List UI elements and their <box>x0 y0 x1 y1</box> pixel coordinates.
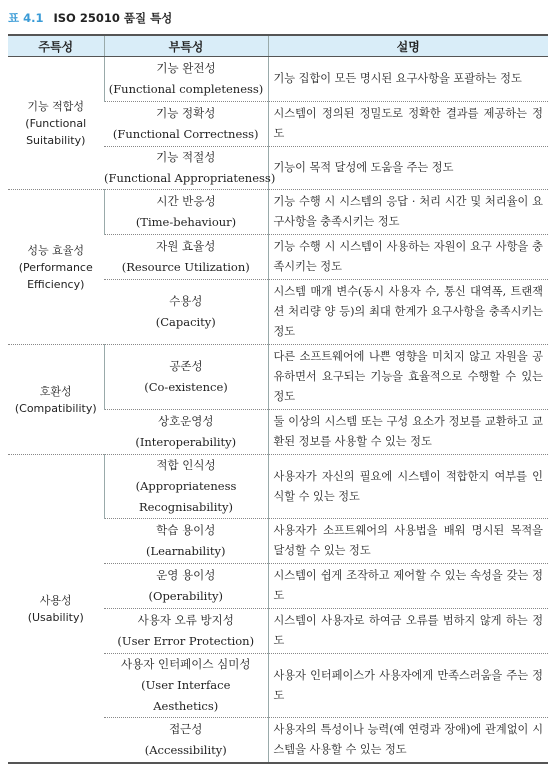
sub-characteristic-ko: 기능 적절성 <box>156 150 216 164</box>
sub-characteristic-en: (Resource Utilization) <box>121 260 250 274</box>
sub-characteristic-cell <box>104 609 268 654</box>
main-characteristic-cell <box>8 455 104 764</box>
sub-characteristic-ko: 시간 반응성 <box>156 194 216 208</box>
main-characteristic-cell <box>8 345 104 455</box>
description-cell: 시스템이 정의된 정밀도로 정확한 결과를 제공하는 정도 <box>268 102 548 147</box>
description-cell: 사용자가 소프트웨어의 사용법을 배워 명시된 목적을 달성할 수 있는 정도 <box>268 519 548 564</box>
header-sub-characteristic: 부특성 <box>104 35 268 57</box>
sub-characteristic-ko: 자원 효율성 <box>156 239 216 253</box>
description-cell: 사용자가 자신의 필요에 시스템이 적합한지 여부를 인식할 수 있는 정도 <box>268 455 548 519</box>
main-characteristic-ko: 성능 효율성 <box>27 243 85 257</box>
table-number: 표 4.1 <box>8 11 44 25</box>
sub-characteristic-ko: 기능 정확성 <box>156 106 216 120</box>
sub-characteristic-cell <box>104 57 268 102</box>
sub-characteristic-en: (Co-existence) <box>144 380 228 394</box>
main-characteristic-en: (Functional <box>25 116 87 130</box>
sub-characteristic-ko: 상호운영성 <box>157 414 214 428</box>
sub-characteristic-en: (Appropriateness <box>135 479 237 493</box>
sub-characteristic-ko: 학습 용이성 <box>156 523 216 537</box>
quality-characteristics-table <box>8 34 548 764</box>
table-caption <box>8 10 172 26</box>
main-characteristic-ko: 사용성 <box>39 593 72 607</box>
main-characteristic-cell <box>8 57 104 190</box>
sub-characteristic-ko: 운영 용이성 <box>156 568 216 582</box>
sub-characteristic-cell <box>104 345 268 410</box>
sub-characteristic-cell <box>104 455 268 519</box>
sub-characteristic-ko: 적합 인식성 <box>156 458 216 472</box>
sub-characteristic-en: (Operability) <box>148 589 223 603</box>
main-characteristic-en: Suitability) <box>26 133 86 147</box>
description-cell: 기능이 목적 달성에 도움을 주는 정도 <box>268 147 548 190</box>
sub-characteristic-cell <box>104 718 268 764</box>
main-characteristic-en: (Usability) <box>27 610 84 624</box>
description-cell: 사용자 인터페이스가 사용자에게 만족스러움을 주는 정도 <box>268 654 548 718</box>
main-characteristic-en: (Performance <box>18 260 93 274</box>
description-cell: 기능 집합이 모든 명시된 요구사항을 포괄하는 정도 <box>268 57 548 102</box>
sub-characteristic-ko: 사용자 오류 방지성 <box>137 613 234 627</box>
sub-characteristic-en: (Functional completeness) <box>108 82 264 96</box>
table-row <box>8 345 548 410</box>
sub-characteristic-cell <box>104 102 268 147</box>
table-header-row <box>8 35 548 57</box>
main-characteristic-ko: 호환성 <box>39 384 72 398</box>
sub-characteristic-en: Recognisability) <box>138 500 234 514</box>
sub-characteristic-cell <box>104 190 268 235</box>
description-cell: 시스템이 사용자로 하여금 오류를 범하지 않게 하는 정도 <box>268 609 548 654</box>
header-description: 설명 <box>268 35 548 57</box>
sub-characteristic-cell <box>104 147 276 190</box>
main-characteristic-en: (Compatibility) <box>14 401 97 415</box>
sub-characteristic-cell <box>104 280 268 345</box>
sub-characteristic-ko: 기능 완전성 <box>156 61 216 75</box>
description-cell: 시스템 매개 변수(동시 사용자 수, 통신 대역폭, 트랜잭션 처리량 양 등)의 최대 한계가 요구사항을 충족시키는 정도 <box>268 280 548 345</box>
sub-characteristic-en: (Time-behaviour) <box>135 215 237 229</box>
sub-characteristic-en: (Learnability) <box>145 544 226 558</box>
description-cell: 둘 이상의 시스템 또는 구성 요소가 정보를 교환하고 교환된 정보를 사용할 수 있는 정도 <box>268 410 548 455</box>
sub-characteristic-ko: 접근성 <box>169 722 203 736</box>
table-row <box>8 190 548 235</box>
sub-characteristic-cell <box>104 410 268 455</box>
description-cell: 시스템이 쉽게 조작하고 제어할 수 있는 속성을 갖는 정도 <box>268 564 548 609</box>
header-main-characteristic: 주특성 <box>8 35 104 57</box>
sub-characteristic-en: Aesthetics) <box>153 699 219 713</box>
sub-characteristic-en: (Interoperability) <box>135 435 237 449</box>
sub-characteristic-en: (User Error Protection) <box>117 634 255 648</box>
sub-characteristic-en: (Functional Correctness) <box>112 127 259 141</box>
sub-characteristic-cell <box>104 519 268 564</box>
sub-characteristic-ko: 수용성 <box>169 294 203 308</box>
sub-characteristic-en: (User Interface <box>141 678 231 692</box>
description-cell: 사용자의 특성이나 능력(예 연령과 장애)에 관계없이 시스템을 사용할 수 있는 정도 <box>268 718 548 764</box>
sub-characteristic-ko: 사용자 인터페이스 심미성 <box>120 657 251 671</box>
sub-characteristic-en: (Accessibility) <box>144 743 227 757</box>
table-body <box>8 57 548 764</box>
description-cell: 기능 수행 시 시스템이 사용하는 자원이 요구 사항을 충족시키는 정도 <box>268 235 548 280</box>
sub-characteristic-cell <box>104 564 268 609</box>
main-characteristic-ko: 기능 적합성 <box>27 99 85 113</box>
sub-characteristic-ko: 공존성 <box>169 359 203 373</box>
table-row <box>8 455 548 519</box>
sub-characteristic-cell <box>104 654 268 718</box>
table-row <box>8 57 548 102</box>
sub-characteristic-cell <box>104 235 268 280</box>
table-title: ISO 25010 품질 특성 <box>53 11 173 25</box>
main-characteristic-en: Efficiency) <box>27 277 85 291</box>
sub-characteristic-en: (Functional Appropriateness) <box>104 171 276 185</box>
main-characteristic-cell <box>8 190 104 345</box>
description-cell: 기능 수행 시 시스템의 응답 · 처리 시간 및 처리율이 요구사항을 충족시키는 정도 <box>268 190 548 235</box>
sub-characteristic-en: (Capacity) <box>155 315 216 329</box>
description-cell: 다른 소프트웨어에 나쁜 영향을 미치지 않고 자원을 공유하면서 요구되는 기능을 효율적으로 수행할 수 있는 정도 <box>268 345 548 410</box>
